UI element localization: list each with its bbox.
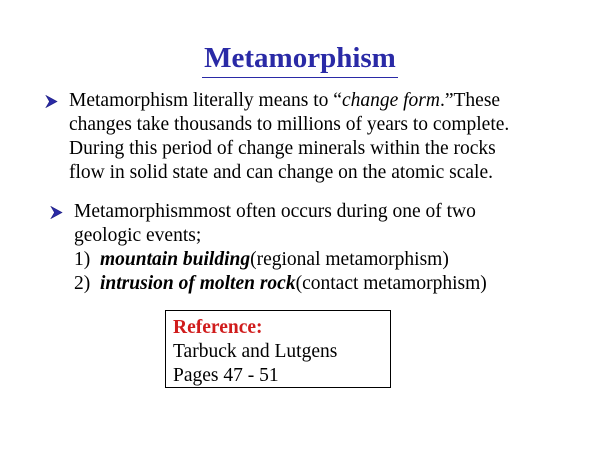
definition-text-start: Metamorphism literally means to “: [69, 90, 342, 111]
bullet-definition: [45, 89, 595, 185]
event-item-2-number: 2): [74, 273, 91, 294]
bullet-definition-line-1: [69, 89, 595, 113]
reference-pages: Pages 47 - 51: [173, 365, 279, 386]
event-item-2-note: (contact metamorphism): [295, 273, 487, 294]
slide-title: [0, 40, 600, 78]
event-item-1: [74, 248, 590, 272]
event-item-1-term: mountain building: [100, 249, 251, 270]
bullet-definition-line-3: During this period of change minerals within the rocks: [69, 138, 496, 159]
arrow-bullet-icon: [50, 206, 63, 219]
bullet-events: [50, 200, 590, 296]
definition-text-end: .”These: [439, 90, 501, 111]
event-item-2-term: intrusion of molten rock: [100, 273, 296, 294]
definition-italic-term: change form: [341, 90, 440, 111]
event-item-2: [74, 272, 590, 296]
arrow-bullet-icon: [45, 95, 58, 108]
event-item-1-note: (regional metamorphism): [250, 249, 449, 270]
reference-box: [165, 310, 391, 388]
slide-title-text: Metamorphism: [202, 40, 398, 78]
bullet-events-line-1: Metamorphismmost often occurs during one of two: [74, 201, 476, 222]
bullet-definition-line-4: flow in solid state and can change on the atomic scale.: [69, 162, 493, 183]
reference-authors: Tarbuck and Lutgens: [173, 341, 338, 362]
reference-heading: Reference:: [173, 317, 263, 338]
bullet-definition-line-2: changes take thousands to millions of years to complete.: [69, 114, 510, 135]
bullet-events-line-2: geologic events;: [74, 225, 202, 246]
event-item-1-number: 1): [74, 249, 91, 270]
